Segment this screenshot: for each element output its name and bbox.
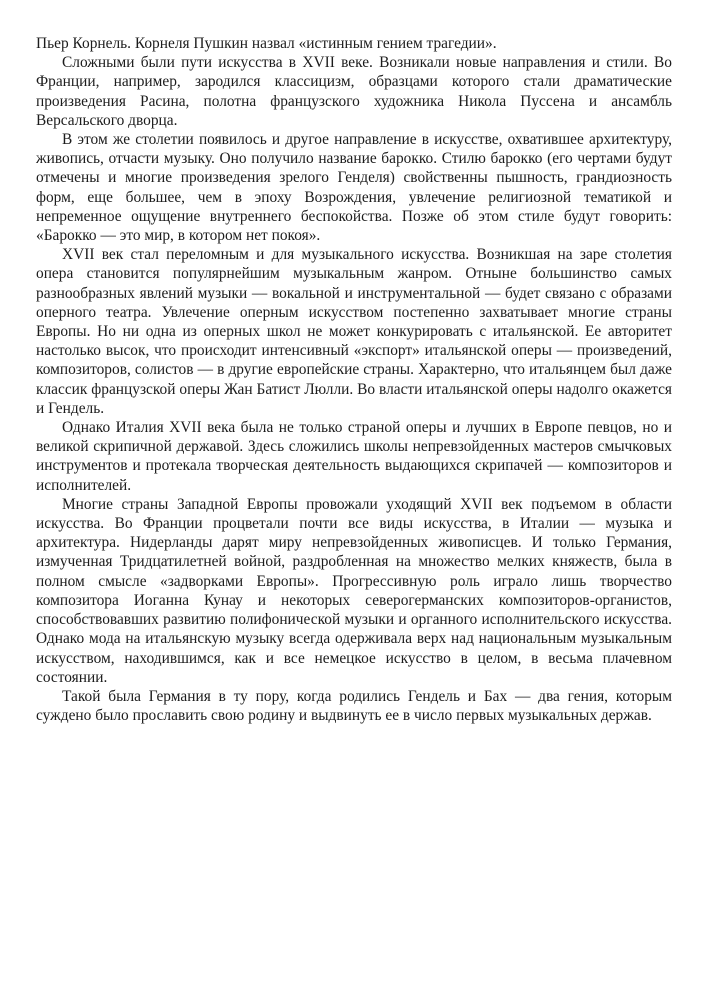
paragraph-5: Однако Италия XVII века была не только страной оперы и лучших в Европе певцов, но и великой скрипичной державой. Здесь сложились школы непревзойденных мастеров смычковых инструментов и протекала творческая деятельность выдающихся скрипачей — композиторов и исполнителей. [36,419,672,494]
paragraph-7: Такой была Германия в ту пору, когда родились Гендель и Бах — два гения, которым суждено было прославить свою родину и выдвинуть ее в число первых музыкальных держав. [36,687,672,725]
paragraph-3: В этом же столетии появилось и другое направление в искусстве, охватившее архитектуру, живопись, отчасти музыку. Оно получило название барокко. Стилю барокко (его чертами будут отмечены и многие произведения зрелого Генделя) свойственны пышность, грандиозность форм, еще большее, чем в эпоху Возрождения, увлечение религиозной тематикой и непременное ощущение внутреннего беспокойства. Позже об этом стиле будут говорить: «Барокко — это мир, в котором нет покоя». [36,131,672,245]
paragraph-1: Пьер Корнель. Корнеля Пушкин назвал «истинным гением трагедии». [36,35,497,52]
paragraph-2: Сложными были пути искусства в XVII веке. Возникали новые направления и стили. Во Франции, например, зародился классицизм, образцами которого стали драматические произведения Расина, полотна французского художника Никола Пуссена и ансамбль Версальского дворца. [36,54,672,129]
paragraph-4: XVII век стал переломным и для музыкального искусства. Возникшая на заре столетия опера становится популярнейшим музыкальным жанром. Отныне большинство самых разнообразных явлений музыки — вокальной и инструментальной — будет связано с образами оперного театра. Увлечение оперным искусством постепенно захватывает многие страны Европы. Но ни одна из оперных школ не может конкурировать с итальянской. Ее авторитет настолько высок, что происходит интенсивный «экспорт» итальянской оперы — произведений, композиторов, солистов — в другие европейские страны. Характерно, что итальянцем был даже классик французской оперы Жан Батист Люлли. Во власти итальянской оперы надолго окажется и Гендель. [36,246,672,417]
page-text-block [36,34,672,725]
paragraph-6: Многие страны Западной Европы провожали уходящий XVII век подъемом в области искусства. Во Франции процветали почти все виды искусства, в Италии — музыка и архитектура. Нидерланды дарят миру непревзойденных живописцев. И только Германия, измученная Тридцатилетней войной, раздробленная на множество мелких княжеств, была в полном смысле «задворками Европы». Прогрессивную роль играло лишь творчество композитора Иоганна Кунау и некоторых северогерманских композиторов-органистов, способствовавших развитию полифонической музыки и органного исполнительского искусства. Однако мода на итальянскую музыку всегда одерживала верх над национальным музыкальным искусством, находившимся, как и все немецкое искусство в целом, в весьма плачевном состоянии. [36,495,672,686]
